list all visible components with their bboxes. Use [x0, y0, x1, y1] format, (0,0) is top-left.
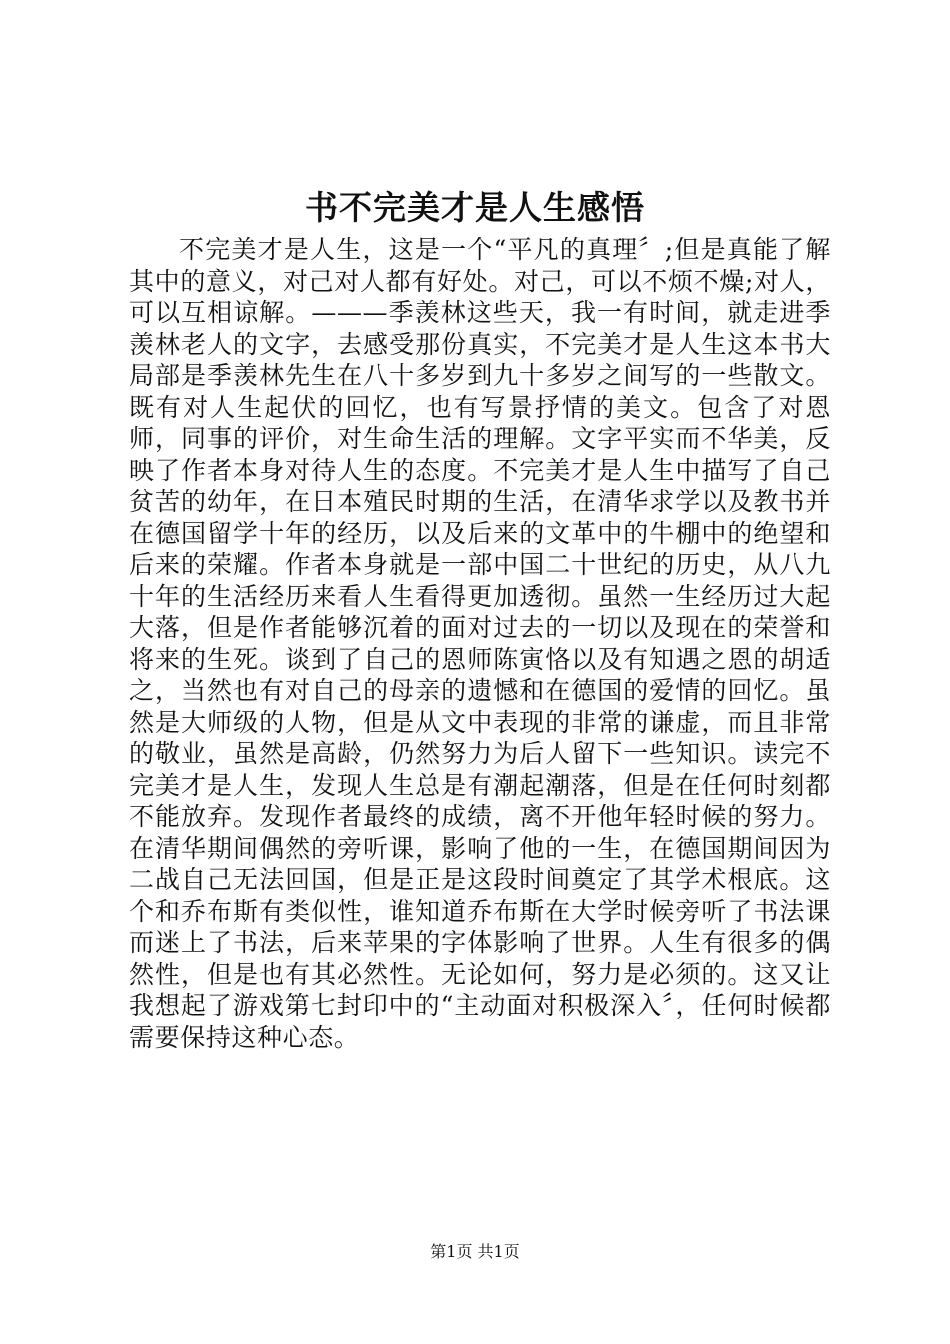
body-paragraph: 不完美才是人生，这是一个“平凡的真理〞;但是真能了解其中的意义，对己对人都有好处。对己，可以不烦不燥;对人，可以互相谅解。———季羡林这些天，我一有时间，就走进季羡林老人的文字，去感受那份真实，不完美才是人生这本书大局部是季羡林先生在八十多岁到九十多岁之间写的一些散文。既有对人生起伏的回忆，也有写景抒情的美文。包含了对恩师，同事的评价，对生命生活的理解。文字平实而不华美，反映了作者本身对待人生的态度。不完美才是人生中描写了自己贫苦的幼年，在日本殖民时期的生活，在清华求学以及教书并在德国留学十年的经历，以及后来的文革中的牛棚中的绝望和后来的荣耀。作者本身就是一部中国二十世纪的历史，从八九十年的生活经历来看人生看得更加透彻。虽然一生经历过大起大落，但是作者能够沉着的面对过去的一切以及现在的荣誉和将来的生死。谈到了自己的恩师陈寅恪以及有知遇之恩的胡适之，当然也有对自己的母亲的遗憾和在德国的爱情的回忆。虽然是大师级的人物，但是从文中表现的非常的谦虚，而且非常的敬业，虽然是高龄，仍然努力为后人留下一些知识。读完不完美才是人生，发现人生总是有潮起潮落，但是在任何时刻都不能放弃。发现作者最终的成绩，离不开他年轻时候的努力。在清华期间偶然的旁听课，影响了他的一生，在德国期间因为二战自己无法回国，但是正是这段时间奠定了其学术根底。这个和乔布斯有类似性，谁知道乔布斯在大学时候旁听了书法课而迷上了书法，后来苹果的字体影响了世界。人生有很多的偶然性，但是也有其必然性。无论如何，努力是必须的。这又让我想起了游戏第七封印中的“主动面对积极深入〞，任何时候都需要保持这种心态。: [129, 235, 831, 1052]
document-title: 书不完美才是人生感悟: [305, 188, 645, 227]
page-footer: 第1页 共1页: [430, 1242, 520, 1261]
